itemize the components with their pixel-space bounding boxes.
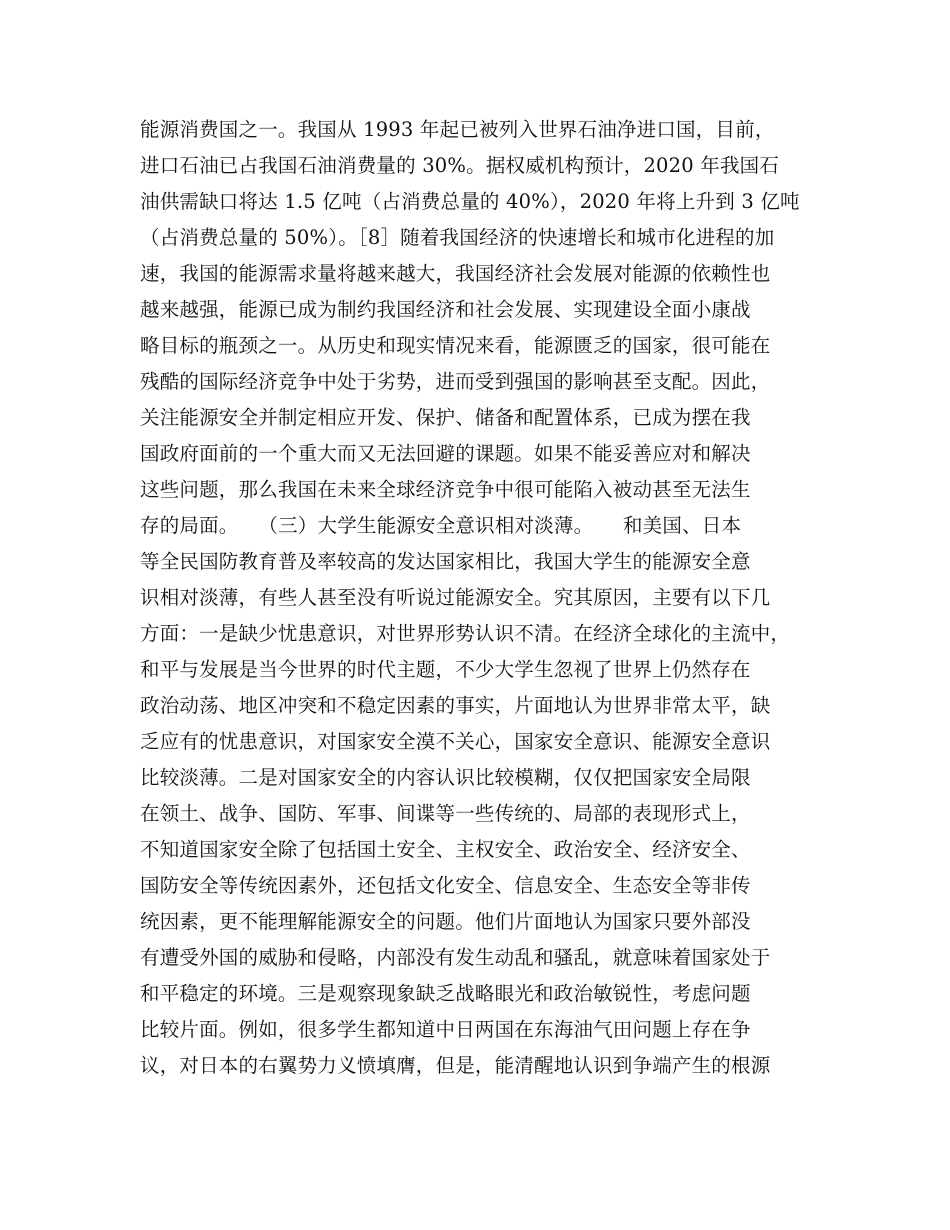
text-line: 议，对日本的右翼势力义愤填膺，但是，能清醒地认识到争端产生的根源 — [140, 1054, 771, 1077]
text-line: 油供需缺口将达 1.5 亿吨（占消费总量的 40%），2020 年将上升到 3 亿吨 — [140, 190, 800, 213]
text-line: 速，我国的能源需求量将越来越大，我国经济社会发展对能源的依赖性也 — [140, 262, 771, 285]
text-line: 识相对淡薄，有些人甚至没有听说过能源安全。究其原因，主要有以下几 — [140, 586, 771, 609]
text-line: （占消费总量的 50%）。［8］随着我国经济的快速增长和城市化进程的加 — [140, 226, 775, 249]
text-line: 乏应有的忧患意识，对国家安全漠不关心，国家安全意识、能源安全意识 — [140, 730, 771, 753]
text-line: 方面：一是缺少忧患意识，对世界形势认识不清。在经济全球化的主流中， — [140, 622, 791, 645]
text-line: 不知道国家安全除了包括国土安全、主权安全、政治安全、经济安全、 — [140, 838, 751, 861]
body-text — [140, 112, 820, 1084]
text-line: 比较淡薄。二是对国家安全的内容认识比较模糊，仅仅把国家安全局限 — [140, 766, 751, 789]
text-line: 政治动荡、地区冲突和不稳定因素的事实，片面地认为世界非常太平，缺 — [140, 694, 771, 717]
text-line: 国防安全等传统因素外，还包括文化安全、信息安全、生态安全等非传 — [140, 874, 751, 897]
text-line: 有遭受外国的威胁和侵略，内部没有发生动乱和骚乱，就意味着国家处于 — [140, 946, 771, 969]
text-line: 比较片面。例如，很多学生都知道中日两国在东海油气田问题上存在争 — [140, 1018, 751, 1041]
text-line: 残酷的国际经济竞争中处于劣势，进而受到强国的影响甚至支配。因此， — [140, 370, 771, 393]
text-line: 和平与发展是当今世界的时代主题，不少大学生忽视了世界上仍然存在 — [140, 658, 751, 681]
text-line: 和平稳定的环境。三是观察现象缺乏战略眼光和政治敏锐性，考虑问题 — [140, 982, 751, 1005]
text-line: 这些问题，那么我国在未来全球经济竞争中很可能陷入被动甚至无法生 — [140, 478, 751, 501]
text-line: 等全民国防教育普及率较高的发达国家相比，我国大学生的能源安全意 — [140, 550, 751, 573]
text-line: 统因素，更不能理解能源安全的问题。他们片面地认为国家只要外部没 — [140, 910, 751, 933]
text-line: 国政府面前的一个重大而又无法回避的课题。如果不能妥善应对和解决 — [140, 442, 751, 465]
text-line: 存的局面。 （三）大学生能源安全意识相对淡薄。 和美国、日本 — [140, 514, 742, 537]
text-line: 能源消费国之一。我国从 1993 年起已被列入世界石油净进口国，目前， — [140, 118, 775, 141]
text-line: 越来越强，能源已成为制约我国经济和社会发展、实现建设全面小康战 — [140, 298, 751, 321]
text-line: 略目标的瓶颈之一。从历史和现实情况来看，能源匮乏的国家，很可能在 — [140, 334, 771, 357]
text-line: 在领土、战争、国防、军事、间谍等一些传统的、局部的表现形式上， — [140, 802, 751, 825]
text-line: 进口石油已占我国石油消费量的 30%。据权威机构预计，2020 年我国石 — [140, 154, 780, 177]
text-line: 关注能源安全并制定相应开发、保护、储备和配置体系，已成为摆在我 — [140, 406, 751, 429]
